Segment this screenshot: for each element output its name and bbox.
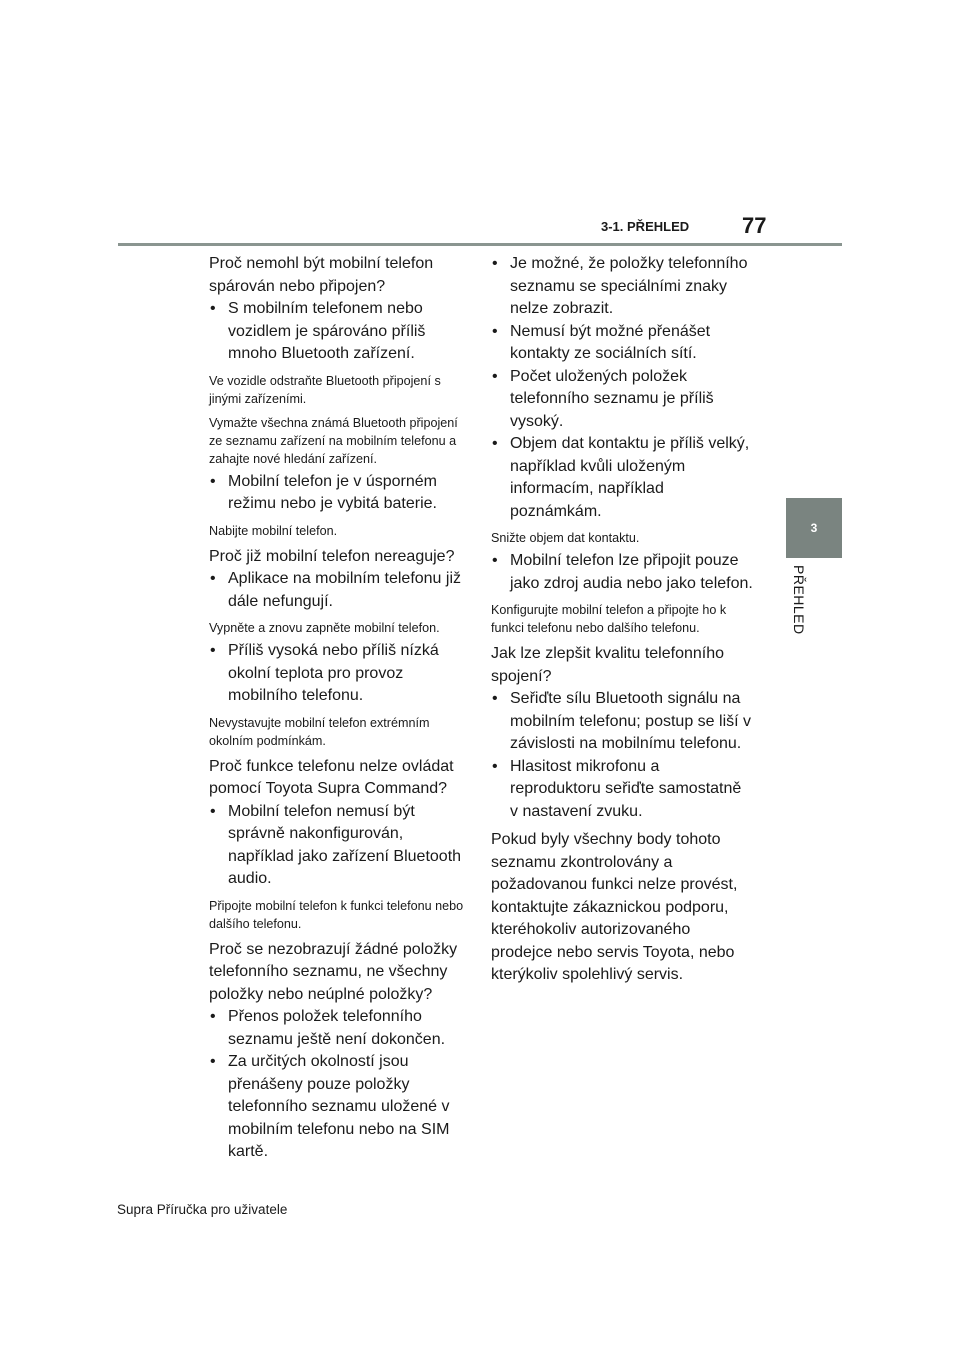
bullet-item: • Aplikace na mobilním telefonu již dále nefungují. <box>209 568 471 613</box>
note-text: Snižte objem dat kontaktu. <box>491 531 640 545</box>
question-heading: Proč nemohl být mobilní telefon spárován nebo připojen? <box>209 255 434 295</box>
question-heading: Proč funkce telefonu nelze ovládat pomocí Toyota Supra Command? <box>209 757 454 797</box>
question-heading: Proč již mobilní telefon nereaguje? <box>209 547 455 565</box>
header-divider <box>118 243 842 246</box>
question-heading: Proč se nezobrazují žádné položky telefonního seznamu, ne všechny položky nebo neúplné položky? <box>209 940 458 1003</box>
bullet-item: • Mobilní telefon je v úsporném režimu nebo je vybitá baterie. <box>209 471 471 516</box>
bullet-item: • Hlasitost mikrofonu a reproduktoru seřiďte samostatně v nastavení zvuku. <box>491 756 753 824</box>
bullet-item: • Přenos položek telefonního seznamu ještě není dokončen. <box>209 1006 471 1051</box>
page-number: 77 <box>742 213 767 238</box>
note-text: Nabijte mobilní telefon. <box>209 523 338 538</box>
bullet-item: • Nemusí být možné přenášet kontakty ze sociálních sítí. <box>491 321 753 366</box>
note-text: Vypněte a znovu zapněte mobilní telefon. <box>209 621 440 635</box>
note-text: Vymažte všechna známá Bluetooth připojení ze seznamu zařízení na mobilním telefonu a zahajte nové hledání zařízení. <box>209 415 458 466</box>
note-text: Ve vozidle odstraňte Bluetooth připojení s jinými zařízeními. <box>209 373 441 406</box>
note-text: Nevystavujte mobilní telefon extrémním okolním podmínkám. <box>209 715 430 748</box>
right-column <box>491 253 753 987</box>
closing-paragraph: Pokud byly všechny body tohoto seznamu zkontrolovány a požadovanou funkci nelze provést, kontaktujte zákaznickou podporu, kteréhokoliv autorizovaného prodejce nebo servis Toyota, nebo kterýkoliv spolehlivý servis. <box>491 831 738 983</box>
bullet-item: • Mobilní telefon lze připojit pouze jako zdroj audia nebo jako telefon. <box>491 550 753 595</box>
bullet-item: • Je možné, že položky telefonního seznamu se speciálními znaky nelze zobrazit. <box>491 253 753 321</box>
bullet-item: • S mobilním telefonem nebo vozidlem je spárováno příliš mnoho Bluetooth zařízení. <box>209 298 471 366</box>
chapter-tab-number: 3 <box>810 521 818 535</box>
note-text: Konfigurujte mobilní telefon a připojte ho k funkci telefonu nebo dalšího telefonu. <box>491 603 727 635</box>
bullet-item: • Mobilní telefon nemusí být správně nakonfigurován, například jako zařízení Bluetooth audio. <box>209 801 471 891</box>
bullet-item: • Počet uložených položek telefonního seznamu je příliš vysoký. <box>491 366 753 434</box>
note-text: Připojte mobilní telefon k funkci telefonu nebo dalšího telefonu. <box>209 898 464 931</box>
bullet-item: • Za určitých okolností jsou přenášeny pouze položky telefonního seznamu uložené v mobilním telefonu nebo na SIM kartě. <box>209 1051 471 1164</box>
bullet-item: • Seřiďte sílu Bluetooth signálu na mobilním telefonu; postup se liší v závislosti na mobilnímu telefonu. <box>491 688 753 756</box>
section-title: 3-1. PŘEHLED <box>601 219 690 234</box>
footer-text: Supra Příručka pro uživatele <box>117 1202 288 1217</box>
chapter-tab <box>786 498 842 558</box>
left-column <box>209 253 471 1164</box>
chapter-tab-label: PŘEHLED <box>791 565 807 635</box>
bullet-item: • Objem dat kontaktu je příliš velký, například kvůli uloženým informacím, například poznámkám. <box>491 433 753 523</box>
question-heading: Jak lze zlepšit kvalitu telefonního spojení? <box>491 645 725 685</box>
bullet-item: • Příliš vysoká nebo příliš nízká okolní teplota pro provoz mobilního telefonu. <box>209 640 471 708</box>
